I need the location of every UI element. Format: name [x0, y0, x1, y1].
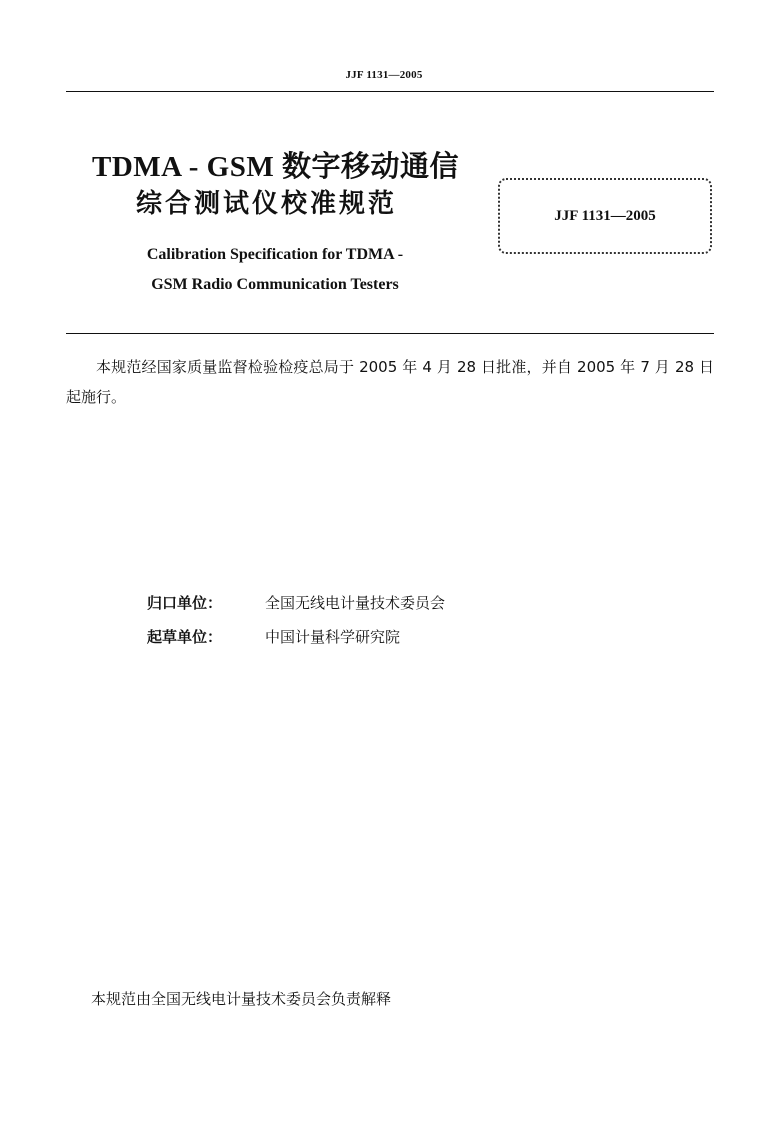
header-rule: [66, 91, 714, 92]
document-code-box: [498, 178, 712, 254]
document-code: JJF 1131—2005: [554, 207, 656, 224]
unit-row-drafting: [147, 619, 445, 653]
responsible-units: [147, 585, 445, 653]
interpretation-statement: 本规范由全国无线电计量技术委员会负责解释: [91, 990, 392, 1008]
unit-value: 中国计量科学研究院: [265, 627, 401, 646]
title-chinese-line-1: TDMA - GSM 数字移动通信: [92, 151, 459, 183]
unit-label: 归口单位：: [147, 593, 223, 612]
title-english: [110, 240, 440, 300]
title-english-line-2: GSM Radio Communication Testers: [151, 276, 399, 293]
unit-row-centralized: [147, 585, 445, 619]
approval-statement: 本规范经国家质量监督检验检疫总局于 2005 年 4 月 28 日批准，并自 2005 年 7 月 28 日起施行。: [66, 358, 714, 406]
unit-label: 起草单位：: [147, 627, 223, 646]
section-rule: [66, 333, 714, 334]
header-document-code: JJF 1131—2005: [345, 69, 423, 81]
title-chinese-line-2: 综合测试仪校准规范: [136, 189, 398, 219]
unit-value: 全国无线电计量技术委员会: [265, 593, 446, 612]
title-english-line-1: Calibration Specification for TDMA -: [146, 246, 404, 263]
